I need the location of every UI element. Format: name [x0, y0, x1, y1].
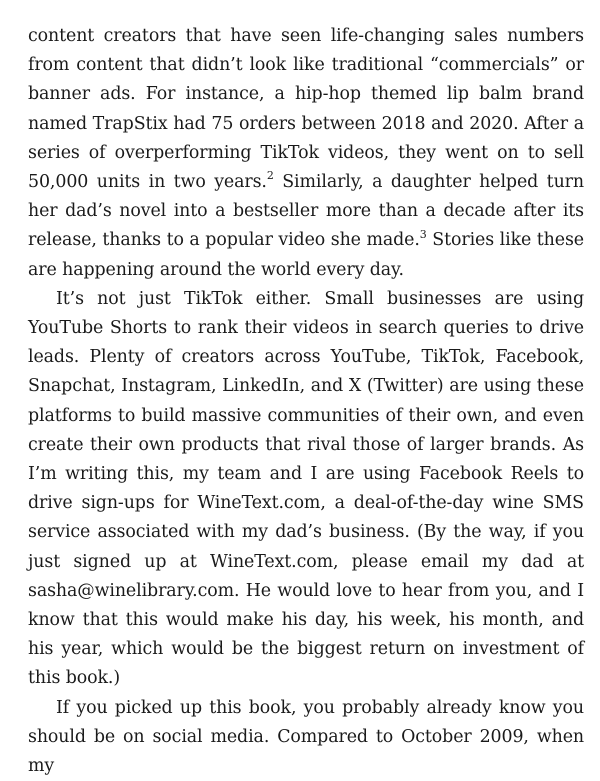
paragraph-continuation [28, 22, 584, 285]
paragraph-social-platforms [28, 285, 584, 694]
paragraph-text: If you picked up this book, you probably already know you should be on social media. Compared to October 2009, when my [28, 697, 584, 777]
footnote-marker: 3 [419, 227, 427, 241]
paragraph-text: Stories like these are happening around the world every day. [28, 230, 584, 280]
paragraph-text: It’s not just TikTok either. Small businesses are using YouTube Shorts to rank their videos in search queries to drive leads. Plenty of creators across YouTube, TikTok, Facebook, Snapchat, Instagram, LinkedIn, and X (Twitter) are using these platforms to build massive communities of their own, and even create their own products that rival those of larger brands. As I’m writing this, my team and I are using Facebook Reels to drive sign-ups for WineText.com, a deal-of-the-day wine SMS service associated with my dad’s business. (By the way, if you just signed up at WineText.com, please email my dad at sasha@winelibrary.com. He would love to hear from you, and I know that this would make his day, his week, his month, and his year, which would be the biggest return on investment of this book.) [28, 288, 584, 689]
paragraph-text: Similarly, a daughter helped turn her dad’s novel into a bestseller more than a decade after its release, thanks to a popular video she made. [28, 172, 584, 251]
footnote-marker: 2 [266, 169, 274, 183]
paragraph-social-media-intro [28, 694, 584, 781]
paragraph-text: content creators that have seen life-changing sales numbers from content that didn’t look like traditional “commercials” or banner ads. For instance, a hip-hop themed lip balm brand named TrapStix had 75 orders between 2018 and 2020. After a series of overperforming TikTok videos, they went on to sell 50,000 units in two years. [28, 26, 584, 193]
